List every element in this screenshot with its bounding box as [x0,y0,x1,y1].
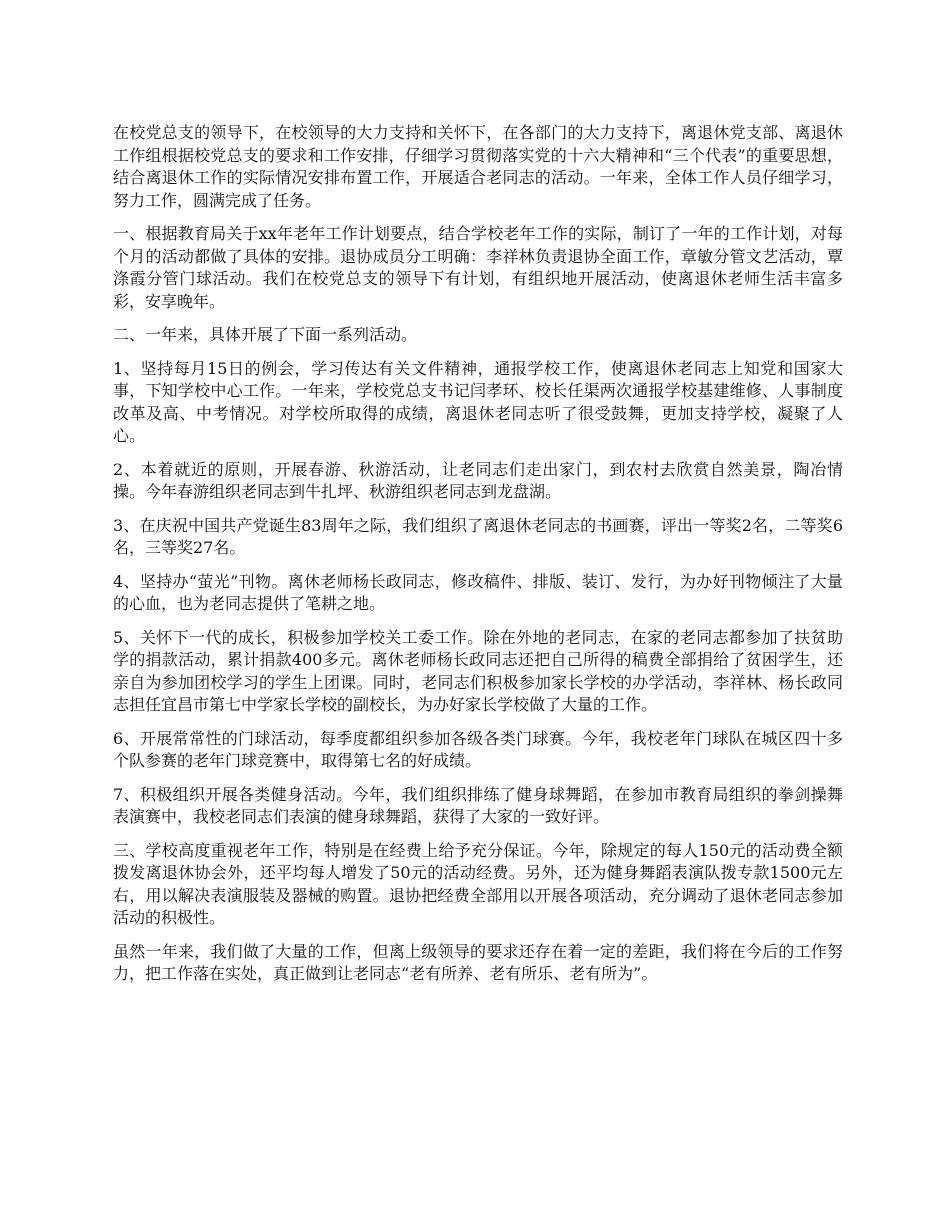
paragraph-intro: 在校党总支的领导下，在校领导的大力支持和关怀下，在各部门的大力支持下，离退休党支部、离退休工作组根据校党总支的要求和工作安排，仔细学习贯彻落实党的十六大精神和“三个代表”的重要思想，结合离退休工作的实际情况安排布置工作，开展适合老同志的活动。一年来，全体工作人员仔细学习，努力工作，圆满完成了任务。 [113,123,843,210]
paragraph-item-3: 3、在庆祝中国共产党诞生83周年之际，我们组织了离退休老同志的书画赛，评出一等奖2名，二等奖6名，三等奖27名。 [113,515,843,557]
paragraph-item-6: 6、开展常常性的门球活动，每季度都组织参加各级各类门球赛。今年，我校老年门球队在城区四十多个队参赛的老年门球竞赛中，取得第七名的好成绩。 [113,728,843,770]
document-body [113,122,843,997]
paragraph-item-7: 7、积极组织开展各类健身活动。今年，我们组织排练了健身球舞蹈，在参加市教育局组织的拳剑操舞表演赛中，我校老同志们表演的健身球舞蹈，获得了大家的一致好评。 [113,784,843,826]
paragraph-item-4: 4、坚持办“萤光”刊物。离休老师杨长政同志，修改稿件、排版、装订、发行，为办好刊物倾注了大量的心血，也为老同志提供了笔耕之地。 [113,571,843,613]
paragraph-item-1: 1、坚持每月15日的例会，学习传达有关文件精神，通报学校工作，使离退休老同志上知党和国家大事，下知学校中心工作。一年来，学校党总支书记闫孝环、校长任渠两次通报学校基建维修、人事制度改革及高、中考情况。对学校所取得的成绩，离退休老同志听了很受鼓舞，更加支持学校，凝聚了人心。 [113,358,843,445]
paragraph-conclusion: 虽然一年来，我们做了大量的工作，但离上级领导的要求还存在着一定的差距，我们将在今后的工作努力，把工作落在实处，真正做到让老同志“老有所养、老有所乐、老有所为”。 [113,941,843,983]
paragraph-item-2: 2、本着就近的原则，开展春游、秋游活动，让老同志们走出家门，到农村去欣赏自然美景，陶冶情操。今年春游组织老同志到牛扎坪、秋游组织老同志到龙盘湖。 [113,459,843,501]
paragraph-section-3: 三、学校高度重视老年工作，特别是在经费上给予充分保证。今年，除规定的每人150元的活动费全额拨发离退休协会外，还平均每人增发了50元的活动经费。另外，还为健身舞蹈表演队拨专款1500元左右，用以解决表演服装及器械的购置。退协把经费全部用以开展各项活动，充分调动了退休老同志参加活动的积极性。 [113,840,843,927]
paragraph-item-5: 5、关怀下一代的成长，积极参加学校关工委工作。除在外地的老同志，在家的老同志都参加了扶贫助学的捐款活动，累计捐款400多元。离休老师杨长政同志还把自己所得的稿费全部捐给了贫困学生，还亲自为参加团校学习的学生上团课。同时，老同志们积极参加家长学校的办学活动，李祥林、杨长政同志担任宜昌市第七中学家长学校的副校长，为办好家长学校做了大量的工作。 [113,627,843,714]
paragraph-section-2-heading: 二、一年来，具体开展了下面一系列活动。 [113,325,418,344]
paragraph-section-1: 一、根据教育局关于xx年老年工作计划要点，结合学校老年工作的实际，制订了一年的工作计划，对每个月的活动都做了具体的安排。退协成员分工明确：李祥林负责退协全面工作，章敏分管文艺活动，覃涤霞分管门球活动。我们在校党总支的领导下有计划，有组织地开展活动，使离退休老师生活丰富多彩，安享晚年。 [113,224,843,311]
